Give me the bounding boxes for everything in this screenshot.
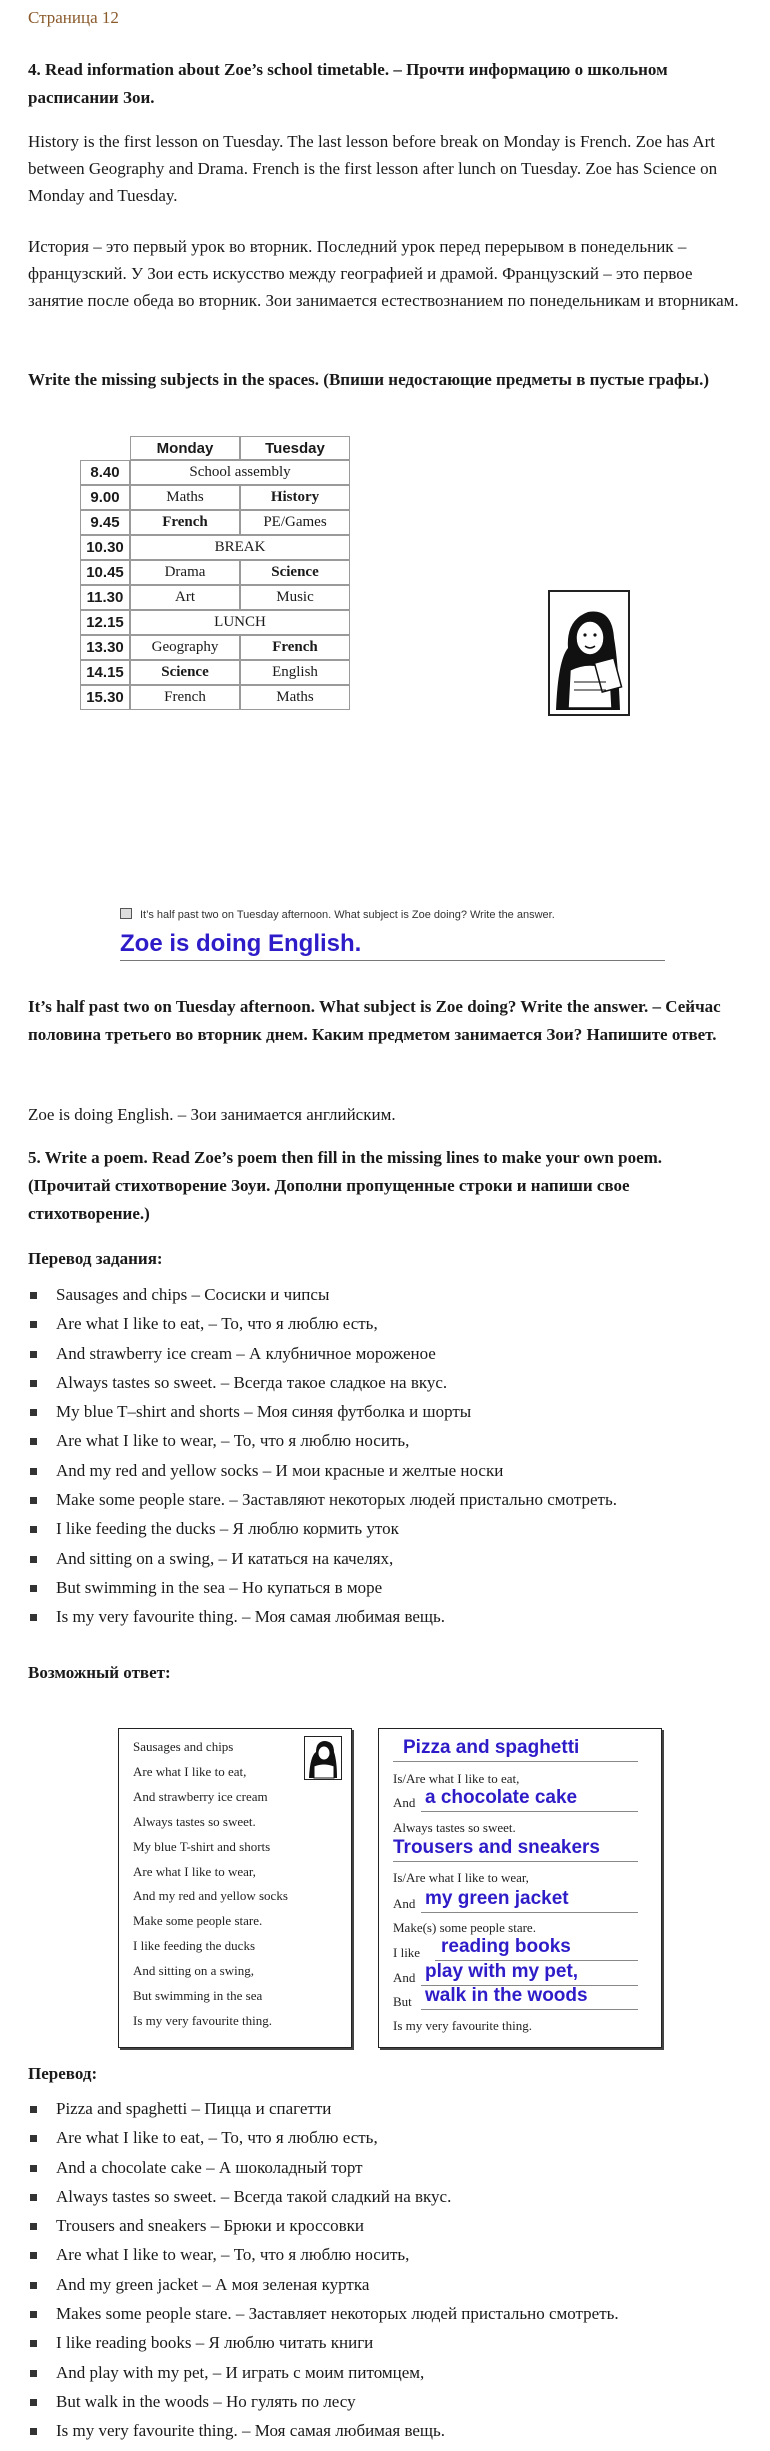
time-cell: 11.30 [80,585,130,610]
translation-heading: Перевод задания: [28,1249,163,1268]
tuesday-cell: Science [240,560,350,585]
monday-cell: Geography [130,635,240,660]
poem-line-4: Always tastes so sweet. [393,1820,516,1835]
poem-blank-line [393,1761,638,1762]
list-item: But swimming in the sea – Но купаться в море [28,1573,748,1602]
list-item: Are what I like to eat, – То, что я люблю есть, [28,1309,748,1338]
poem-line-12: Is my very favourite thing. [393,2018,532,2033]
poem-line-7-prefix: And [393,1896,416,1911]
girl-reading-picture [548,590,630,716]
girl-thumbnail-picture [304,1736,342,1780]
list-item: I like reading books – Я люблю читать книги [28,2328,748,2357]
list-item: And strawberry ice cream – А клубничное мороженое [28,1339,748,1368]
question-box [120,908,660,972]
tuesday-cell: Maths [240,685,350,710]
monday-cell: Drama [130,560,240,585]
list-item: And a chocolate cake – А шоколадный торт [28,2153,748,2182]
list-item: Are what I like to eat, – То, что я люблю есть, [28,2123,748,2152]
exercise-5-task: 5. Write a poem. Read Zoe’s poem then fill in the missing lines to make your own poem. (Прочитай стихотворение Зоуи. Дополни пропущенные строки и напиши свое стихотворение.) [28,1148,663,1223]
list-item: I like feeding the ducks – Я люблю кормить уток [28,1514,748,1543]
time-cell: 15.30 [80,685,130,710]
monday-cell: Art [130,585,240,610]
exercise-4-text-ru: История – это первый урок во вторник. Последний урок перед перерывом в понедельник – французский. У Зои есть искусство между географией и драмой. Французский – это первое занятие после обеда во вторник. Зои занимается естествознанием по понедельникам и вторникам. [28,237,739,310]
poem-line: Always tastes so sweet. [133,1813,256,1829]
poem-answer-card [378,1728,662,2048]
poem-line: Are what I like to wear, [133,1863,256,1879]
poem-line-8: Make(s) some people stare. [393,1920,536,1935]
header-tuesday: Tuesday [240,436,350,460]
list-item: And my green jacket – А моя зеленая куртка [28,2270,748,2299]
list-item: Are what I like to wear, – То, что я люблю носить, [28,1426,748,1455]
final-translation-list [28,2094,748,2446]
monday-cell: Science [130,660,240,685]
poem-line-10-prefix: And [393,1970,416,1985]
poem-blank-line [393,1861,638,1862]
list-item: Make some people stare. – Заставляют некоторых людей пристально смотреть. [28,1485,748,1514]
poem-fill-line-5: Trousers and sneakers [393,1837,600,1858]
time-cell: 12.15 [80,610,130,635]
list-item: Trousers and sneakers – Брюки и кроссовки [28,2211,748,2240]
time-cell: 10.45 [80,560,130,585]
list-item: Are what I like to wear, – То, что я люблю носить, [28,2240,748,2269]
poem-line: Sausages and chips [133,1739,234,1754]
monday-cell: French [130,685,240,710]
poem-line: And sitting on a swing, [133,1963,254,1979]
poem-line: Make some people stare. [133,1913,263,1929]
timetable [86,439,540,897]
poem-blank-line [421,1912,638,1913]
monday-cell: French [130,510,240,535]
poem-fill-line-3: a chocolate cake [425,1787,578,1808]
question-answer-text: Zoe is doing English. – Зои занимается английским. [28,1105,396,1124]
final-translation-heading: Перевод: [28,2064,98,2083]
tuesday-cell: Music [240,585,350,610]
exercise-4-task: 4. Read information about Zoe’s school timetable. – Прочти информацию о школьном расписании Зои. [28,60,668,107]
poem-line-6: Is/Are what I like to wear, [393,1870,529,1885]
time-cell: 9.00 [80,485,130,510]
poem-fill-line-10: play with my pet, [425,1961,579,1982]
header-monday: Monday [130,436,240,460]
time-cell: 10.30 [80,535,130,560]
poem-line: And my red and yellow socks [133,1888,288,1904]
poem-fill-line-7: my green jacket [425,1888,569,1909]
poem-fill-line-1: Pizza and spaghetti [403,1737,580,1758]
span-cell: LUNCH [130,610,350,635]
list-item: And sitting on a swing, – И кататься на качелях, [28,1544,748,1573]
poem-line: Is my very favourite thing. [133,2012,272,2028]
tuesday-cell: French [240,635,350,660]
list-item: But walk in the woods – Но гулять по лесу [28,2387,748,2416]
list-item: My blue T–shirt and shorts – Моя синяя футболка и шорты [28,1397,748,1426]
tuesday-cell: PE/Games [240,510,350,535]
list-item: Always tastes so sweet. – Всегда такое сладкое на вкус. [28,1368,748,1397]
time-cell: 8.40 [80,460,130,485]
poem-fill-line-11: walk in the woods [425,1985,588,2006]
list-item: Is my very favourite thing. – Моя самая любимая вещь. [28,1602,748,1631]
list-item: Makes some people stare. – Заставляет некоторых людей пристально смотреть. [28,2299,748,2328]
poem-blank-line [421,1811,638,1812]
poem-line: And strawberry ice cream [133,1788,268,1804]
list-item: And my red and yellow socks – И мои красные и желтые носки [28,1456,748,1485]
poem-line: I like feeding the ducks [133,1938,256,1954]
question-heading: It’s half past two on Tuesday afternoon. What subject is Zoe doing? Write the answer. – Сейчас половина третьего во вторник днем. Каким предметом занимается Зои? Напишите ответ. [28,997,721,1044]
poem-blank-line [421,2009,638,2010]
page-label: Страница 12 [28,8,119,27]
poem-line: My blue T-shirt and shorts [133,1838,271,1854]
poem-line-11-prefix: But [393,1994,412,2009]
poem-line: Are what I like to eat, [133,1763,247,1779]
checkbox-icon [120,908,132,919]
possible-answer-heading: Возможный ответ: [28,1663,171,1682]
poem-line-9-prefix: I like [393,1945,421,1960]
list-item: And play with my pet, – И играть с моим питомцем, [28,2358,748,2387]
list-item: Is my very favourite thing. – Моя самая любимая вещь. [28,2416,748,2445]
poem-fill-line-9: reading books [441,1936,571,1957]
time-cell: 13.30 [80,635,130,660]
task-translation-list [28,1280,748,1632]
time-cell: 9.45 [80,510,130,535]
list-item: Sausages and chips – Сосиски и чипсы [28,1280,748,1309]
span-cell: BREAK [130,535,350,560]
list-item: Pizza and spaghetti – Пицца и спагетти [28,2094,748,2123]
poem-line-2: Is/Are what I like to eat, [393,1771,520,1786]
answer-underline [120,960,665,961]
span-cell: School assembly [130,460,350,485]
poem-original-card [118,1728,352,2048]
question-text: It’s half past two on Tuesday afternoon. What subject is Zoe doing? Write the answer. [140,909,555,921]
question-text-line [120,908,555,921]
time-cell: 14.15 [80,660,130,685]
monday-cell: Maths [130,485,240,510]
exercise-4-text-en: History is the first lesson on Tuesday. The last lesson before break on Monday is French. Zoe has Art between Geography and Drama. French is the first lesson after lunch on Tuesday. Zoe has Science on Monday and Tuesday. [28,132,718,205]
poem-line: But swimming in the sea [133,1988,263,2003]
tuesday-cell: English [240,660,350,685]
exercise-4-write-task: Write the missing subjects in the spaces. (Впиши недостающие предметы в пустые графы.) [28,370,709,389]
poem-line-3-prefix: And [393,1795,416,1810]
list-item: Always tastes so sweet. – Всегда такой сладкий на вкус. [28,2182,748,2211]
tuesday-cell: History [240,485,350,510]
question-answer: Zoe is doing English. [120,930,362,957]
